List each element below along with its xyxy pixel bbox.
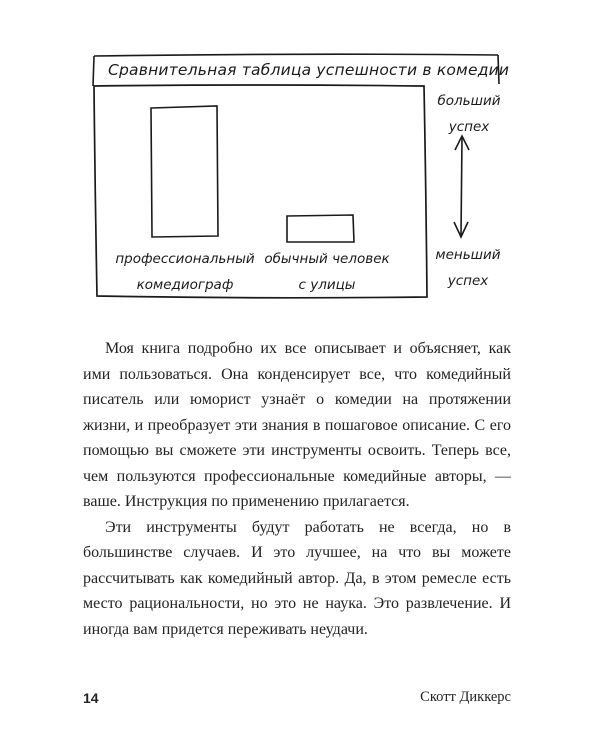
axis-label-more-success bbox=[436, 88, 502, 140]
bar-label-professional bbox=[110, 246, 260, 298]
bar-label-professional-line1: профессиональный bbox=[115, 251, 255, 267]
figure-title: Сравнительная таблица успешности в комедии bbox=[108, 61, 510, 79]
axis-label-more-line2: успех bbox=[448, 119, 490, 135]
axis-label-more-line1: больший bbox=[437, 93, 501, 109]
bar-ordinary bbox=[287, 215, 354, 242]
axis-label-less-line2: успех bbox=[447, 273, 489, 289]
running-footer-author: Скотт Диккерс bbox=[420, 689, 511, 705]
success-comparison-figure bbox=[0, 0, 600, 320]
page-number: 14 bbox=[83, 690, 99, 706]
paragraph: Моя книга подробно их все описывает и объясняет, как ими пользоваться. Она конденсирует все, что комедийный писатель или юморист узнаёт о комедии на протяжении жизни, и преобразует эти знания в пошаговое описание. С его помощью вы сможете эти инструменты освоить. Теперь все, чем пользуются профессиональные комедийные авторы, — ваше. Инструкция по применению прилагается. bbox=[83, 340, 511, 510]
bar-label-ordinary bbox=[262, 246, 392, 298]
bar-label-ordinary-line1: обычный человек bbox=[264, 251, 390, 267]
paragraph: Эти инструменты будут работать не всегда, но в большинстве случаев. И это лучшее, на что вы можете рассчитывать как комедийный автор. Да, в этом ремесле есть место рациональности, но это не наука. Это развлечение. И иногда вам придется переживать неудачи. bbox=[83, 518, 511, 638]
title-frame-left bbox=[93, 56, 94, 86]
bar-professional bbox=[151, 106, 218, 237]
axis-label-less-success bbox=[432, 242, 504, 294]
title-frame-top bbox=[94, 54, 498, 56]
axis-arrow-shaft bbox=[461, 138, 462, 235]
body-text bbox=[83, 336, 511, 642]
bar-label-professional-line2: комедиограф bbox=[136, 277, 234, 293]
axis-label-less-line1: меньший bbox=[435, 247, 501, 263]
bar-label-ordinary-line2: с улицы bbox=[298, 277, 356, 293]
